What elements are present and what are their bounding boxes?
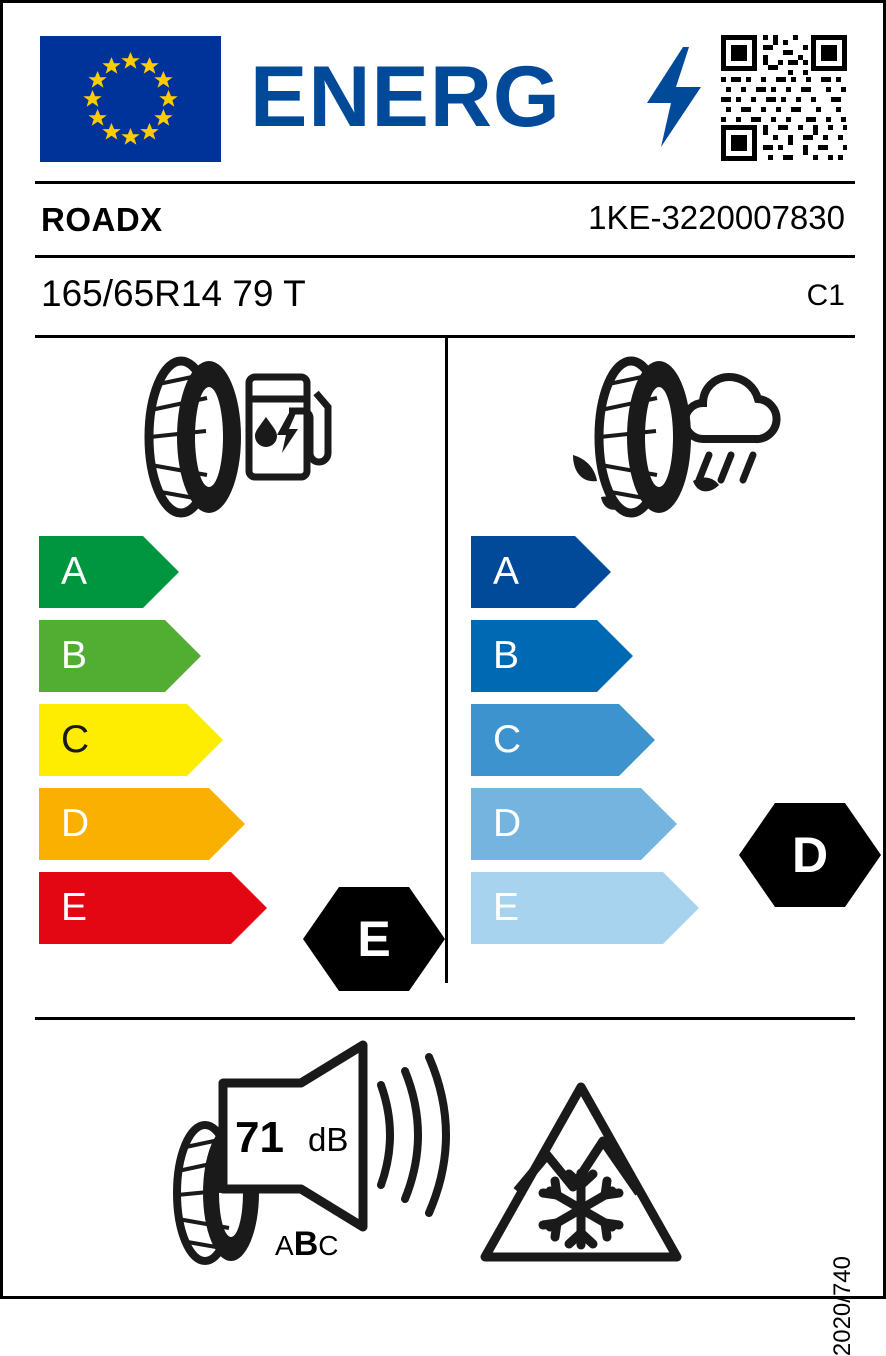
fuel-grade-a-label: A	[61, 550, 88, 593]
fuel-grade-d	[39, 788, 267, 860]
fuel-grade-e-label: E	[61, 886, 88, 929]
noise-value: 71	[235, 1113, 284, 1162]
fuel-grade-d-label: D	[61, 802, 90, 845]
noise-class-c: C	[318, 1230, 339, 1261]
regulation-year: 2020/740	[829, 1256, 856, 1356]
wet-grade-a	[471, 536, 699, 608]
wet-grade-c	[471, 704, 699, 776]
wet-grade-c-label: C	[493, 718, 522, 761]
section-divider-vertical	[445, 337, 448, 983]
fuel-efficiency-scale	[39, 536, 267, 956]
wet-grade-b	[471, 620, 699, 692]
fuel-efficiency-rating	[303, 887, 445, 991]
snow-grip-pictogram	[481, 1081, 691, 1261]
brand-name: ROADX	[41, 201, 163, 238]
fuel-grade-b-label: B	[61, 634, 88, 677]
fuel-grade-b	[39, 620, 267, 692]
lightning-bolt-icon	[643, 47, 705, 147]
noise-unit: dB	[308, 1121, 349, 1158]
eu-flag-icon	[40, 36, 221, 162]
header-divider	[35, 181, 855, 184]
fuel-grade-e	[39, 872, 267, 944]
bottom-divider	[35, 1017, 855, 1020]
qr-code-icon	[719, 33, 849, 163]
brand-divider	[35, 255, 855, 258]
wet-grade-d	[471, 788, 699, 860]
label-header	[3, 3, 883, 181]
noise-class-scale	[275, 1225, 338, 1264]
sku-code: 1KE-3220007830	[588, 199, 845, 236]
noise-class-b: B	[293, 1225, 319, 1263]
noise-class-a: A	[275, 1230, 294, 1261]
wet-grip-rating	[739, 803, 881, 907]
fuel-efficiency-pictogram	[121, 355, 336, 520]
tyre-class: C1	[806, 279, 845, 312]
rain-cloud-icon	[685, 377, 777, 480]
page-title: ENERG	[250, 49, 561, 145]
wet-rating-label: D	[791, 827, 829, 883]
sound-waves-icon	[381, 1057, 446, 1213]
wet-grade-e-label: E	[493, 886, 520, 929]
snowflake-mountain-icon	[485, 1087, 677, 1257]
wet-grade-a-label: A	[493, 550, 520, 593]
wet-grade-e	[471, 872, 699, 944]
wet-grip-scale	[471, 536, 699, 956]
tyre-size: 165/65R14 79 T	[41, 273, 306, 314]
fuel-rating-label: E	[357, 911, 391, 967]
wet-grade-d-label: D	[493, 802, 522, 845]
eu-flag-stars	[40, 36, 221, 162]
fuel-grade-a	[39, 536, 267, 608]
fuel-grade-c	[39, 704, 267, 776]
tyre-icon	[149, 361, 241, 513]
wet-grip-pictogram	[543, 355, 793, 520]
wet-grade-b-label: B	[493, 634, 520, 677]
fuel-grade-c-label: C	[61, 718, 90, 761]
